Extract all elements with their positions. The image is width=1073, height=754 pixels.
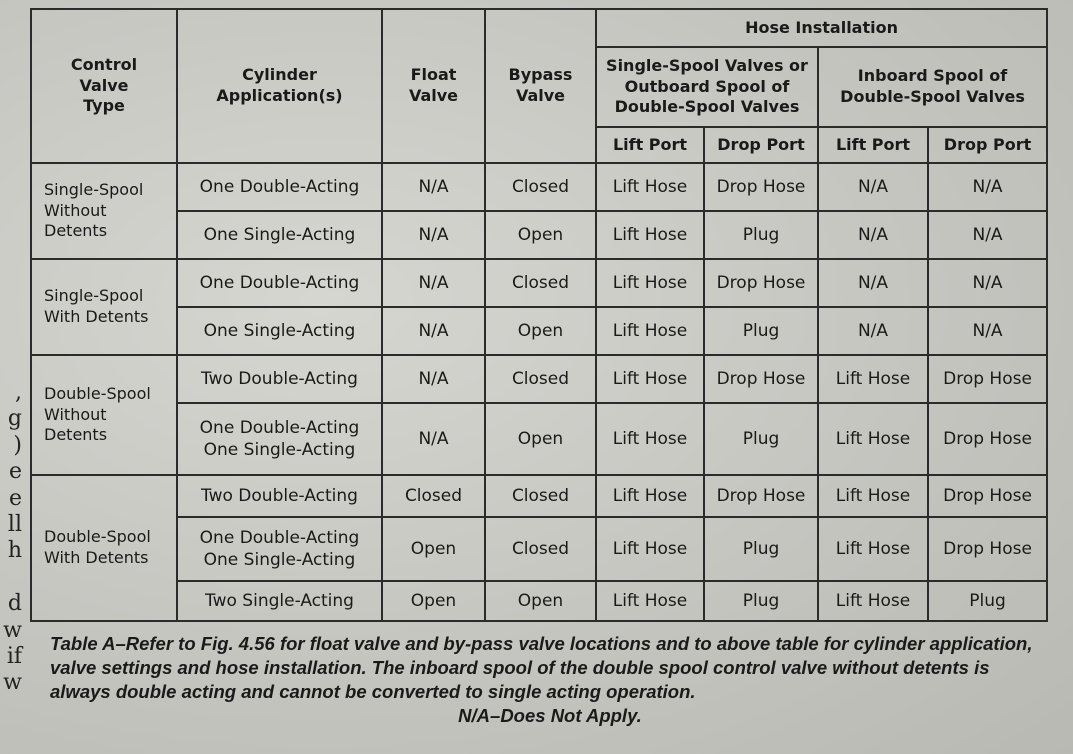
margin-fragment: d bbox=[7, 591, 22, 617]
page-margin-fragments bbox=[0, 380, 22, 697]
inboard-lift-port-cell: Lift Hose bbox=[818, 355, 928, 403]
single-spool-lift-port-cell: Lift Hose bbox=[596, 581, 704, 621]
single-spool-drop-port-cell: Plug bbox=[704, 517, 818, 581]
table-row bbox=[31, 355, 1047, 403]
header-single-spool-group: Single-Spool Valves or Outboard Spool of Double-Spool Valves bbox=[596, 47, 818, 127]
bypass-valve-cell: Closed bbox=[485, 259, 596, 307]
bypass-valve-cell: Open bbox=[485, 307, 596, 355]
margin-fragment: e bbox=[8, 459, 22, 485]
table-row bbox=[31, 259, 1047, 307]
float-valve-cell: N/A bbox=[382, 307, 485, 355]
inboard-lift-port-cell: N/A bbox=[818, 307, 928, 355]
single-spool-drop-port-cell: Drop Hose bbox=[704, 355, 818, 403]
inboard-drop-port-cell: Plug bbox=[928, 581, 1047, 621]
inboard-lift-port-cell: Lift Hose bbox=[818, 581, 928, 621]
cylinder-application-cell: Two Double-Acting bbox=[177, 355, 382, 403]
header-control-valve-type: Control Valve Type bbox=[31, 9, 177, 163]
table-row bbox=[31, 307, 1047, 355]
single-spool-drop-port-cell: Plug bbox=[704, 403, 818, 475]
bypass-valve-cell: Closed bbox=[485, 475, 596, 517]
inboard-lift-port-cell: N/A bbox=[818, 163, 928, 211]
bypass-valve-cell: Open bbox=[485, 211, 596, 259]
single-spool-drop-port-cell: Plug bbox=[704, 211, 818, 259]
bypass-valve-cell: Closed bbox=[485, 163, 596, 211]
bypass-valve-cell: Closed bbox=[485, 517, 596, 581]
inboard-drop-port-cell: N/A bbox=[928, 211, 1047, 259]
table-row bbox=[31, 163, 1047, 211]
single-spool-lift-port-cell: Lift Hose bbox=[596, 211, 704, 259]
caption-text: Table A–Refer to Fig. 4.56 for float valve and by-pass valve locations and to above table for cylinder application, valve settings and hose installation. The inboard spool of the double spool control valve without detents is always double acting and cannot be converted to single acting operation. bbox=[50, 633, 1033, 703]
inboard-drop-port-cell: N/A bbox=[928, 259, 1047, 307]
control-valve-type-cell: Single-Spool With Detents bbox=[31, 259, 177, 355]
single-spool-drop-port-cell: Plug bbox=[704, 581, 818, 621]
margin-fragment: g bbox=[7, 406, 22, 432]
float-valve-cell: Open bbox=[382, 581, 485, 621]
single-spool-lift-port-cell: Lift Hose bbox=[596, 403, 704, 475]
inboard-lift-port-cell: Lift Hose bbox=[818, 475, 928, 517]
table-row bbox=[31, 211, 1047, 259]
header-float-valve: Float Valve bbox=[382, 9, 485, 163]
inboard-lift-port-cell: Lift Hose bbox=[818, 517, 928, 581]
cylinder-application-cell: Two Double-Acting bbox=[177, 475, 382, 517]
single-spool-drop-port-cell: Drop Hose bbox=[704, 259, 818, 307]
table-caption bbox=[50, 632, 1050, 728]
margin-fragment: ll bbox=[7, 511, 22, 537]
inboard-drop-port-cell: Drop Hose bbox=[928, 475, 1047, 517]
single-spool-lift-port-cell: Lift Hose bbox=[596, 475, 704, 517]
bypass-valve-cell: Closed bbox=[485, 355, 596, 403]
margin-fragment: e bbox=[8, 485, 22, 511]
cylinder-application-cell: One Single-Acting bbox=[177, 211, 382, 259]
header-drop-port: Drop Port bbox=[928, 127, 1047, 163]
single-spool-lift-port-cell: Lift Hose bbox=[596, 307, 704, 355]
table-row bbox=[31, 403, 1047, 475]
margin-fragment: ) bbox=[13, 432, 22, 458]
header-hose-installation: Hose Installation bbox=[596, 9, 1047, 47]
inboard-drop-port-cell: N/A bbox=[928, 307, 1047, 355]
margin-fragment: w bbox=[3, 670, 22, 696]
header-bypass-valve: Bypass Valve bbox=[485, 9, 596, 163]
single-spool-lift-port-cell: Lift Hose bbox=[596, 163, 704, 211]
table-row bbox=[31, 475, 1047, 517]
inboard-lift-port-cell: N/A bbox=[818, 259, 928, 307]
header-lift-port: Lift Port bbox=[596, 127, 704, 163]
single-spool-lift-port-cell: Lift Hose bbox=[596, 517, 704, 581]
margin-fragment: w bbox=[3, 617, 22, 643]
cylinder-application-cell: Two Single-Acting bbox=[177, 581, 382, 621]
bypass-valve-cell: Open bbox=[485, 403, 596, 475]
float-valve-cell: N/A bbox=[382, 355, 485, 403]
table-row bbox=[31, 517, 1047, 581]
cylinder-application-cell: One Double-Acting One Single-Acting bbox=[177, 517, 382, 581]
header-inboard-group: Inboard Spool of Double-Spool Valves bbox=[818, 47, 1047, 127]
float-valve-cell: Closed bbox=[382, 475, 485, 517]
cylinder-application-cell: One Single-Acting bbox=[177, 307, 382, 355]
single-spool-drop-port-cell: Plug bbox=[704, 307, 818, 355]
margin-fragment: h bbox=[7, 538, 22, 564]
control-valve-type-cell: Double-Spool Without Detents bbox=[31, 355, 177, 475]
table-row bbox=[31, 581, 1047, 621]
control-valve-type-cell: Single-Spool Without Detents bbox=[31, 163, 177, 259]
header-lift-port: Lift Port bbox=[818, 127, 928, 163]
bypass-valve-cell: Open bbox=[485, 581, 596, 621]
cylinder-application-cell: One Double-Acting bbox=[177, 163, 382, 211]
single-spool-lift-port-cell: Lift Hose bbox=[596, 259, 704, 307]
inboard-drop-port-cell: Drop Hose bbox=[928, 355, 1047, 403]
single-spool-drop-port-cell: Drop Hose bbox=[704, 163, 818, 211]
cylinder-application-cell: One Double-Acting One Single-Acting bbox=[177, 403, 382, 475]
float-valve-cell: N/A bbox=[382, 163, 485, 211]
float-valve-cell: N/A bbox=[382, 403, 485, 475]
cylinder-application-cell: One Double-Acting bbox=[177, 259, 382, 307]
control-valve-type-cell: Double-Spool With Detents bbox=[31, 475, 177, 621]
single-spool-drop-port-cell: Drop Hose bbox=[704, 475, 818, 517]
margin-fragment bbox=[0, 565, 22, 591]
margin-fragment: if bbox=[6, 643, 22, 669]
header-drop-port: Drop Port bbox=[704, 127, 818, 163]
hose-installation-table bbox=[30, 8, 1048, 622]
margin-fragment: , bbox=[15, 380, 22, 405]
inboard-lift-port-cell: Lift Hose bbox=[818, 403, 928, 475]
single-spool-lift-port-cell: Lift Hose bbox=[596, 355, 704, 403]
float-valve-cell: N/A bbox=[382, 259, 485, 307]
caption-footnote: N/A–Does Not Apply. bbox=[458, 705, 642, 727]
header-cylinder-application: Cylinder Application(s) bbox=[177, 9, 382, 163]
inboard-lift-port-cell: N/A bbox=[818, 211, 928, 259]
inboard-drop-port-cell: N/A bbox=[928, 163, 1047, 211]
float-valve-cell: Open bbox=[382, 517, 485, 581]
float-valve-cell: N/A bbox=[382, 211, 485, 259]
inboard-drop-port-cell: Drop Hose bbox=[928, 403, 1047, 475]
inboard-drop-port-cell: Drop Hose bbox=[928, 517, 1047, 581]
